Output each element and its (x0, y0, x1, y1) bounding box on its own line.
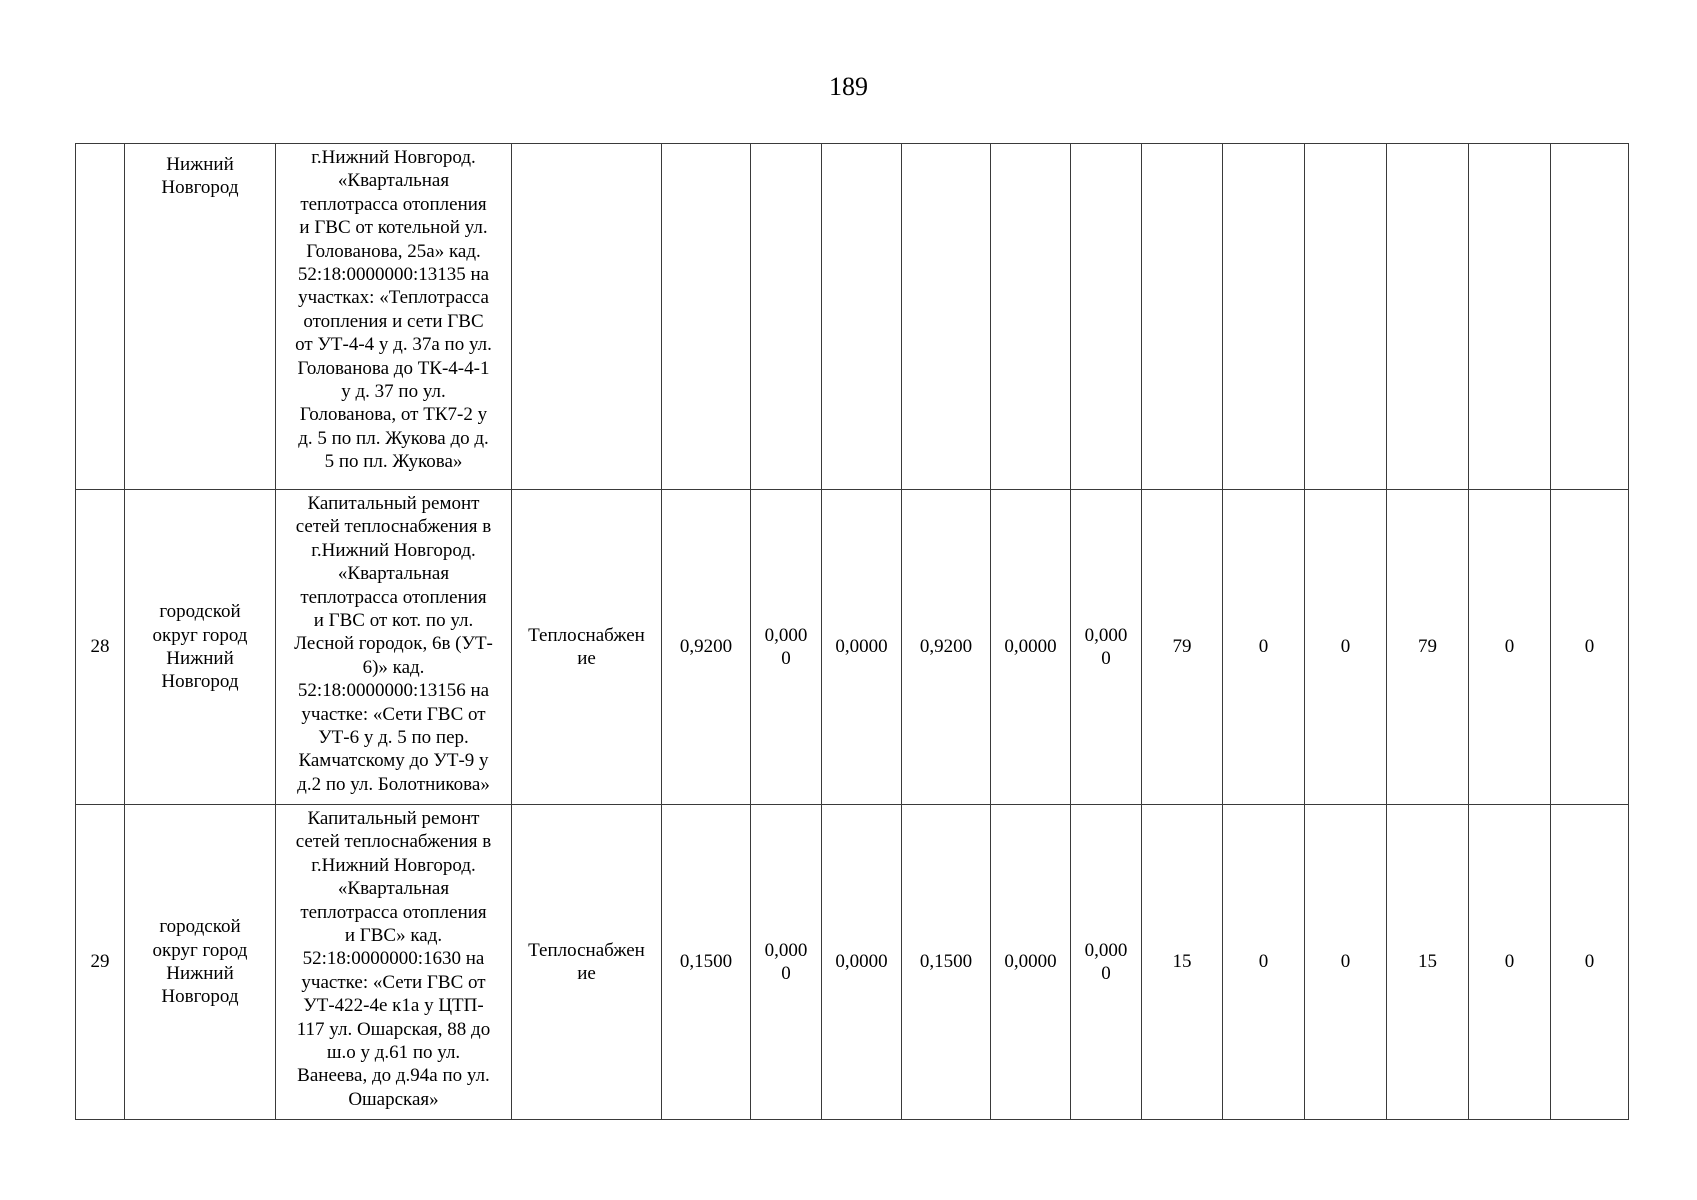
cell-text-line: Капитальный ремонт (307, 808, 480, 829)
cell-text-line: сетей теплоснабжения в (295, 516, 492, 538)
cell-text-line: теплотрасса отопления (300, 193, 487, 215)
cell-text-line: Капитальный ремонт (307, 493, 480, 514)
activity-type-cell (512, 144, 662, 490)
value-cell-3: 0,0000 (822, 805, 902, 1120)
cell-text-line: Новгород (161, 986, 239, 1008)
cell-text-line: д.2 по ул. Болотникова» (297, 773, 490, 795)
value-cell-4: 0,9200 (902, 490, 991, 805)
cell-text-line: городской (159, 601, 241, 623)
cell-text-line: теплотрасса отопления (300, 901, 487, 923)
value-cell-1 (662, 144, 751, 490)
value-cell-2 (751, 490, 822, 805)
cell-text-line: участках: «Теплотрасса (298, 287, 489, 309)
value-cell-9: 0 (1305, 805, 1387, 1120)
row-number-cell (76, 144, 125, 490)
cell-text-line: г.Нижний Новгород. (311, 854, 476, 876)
cell-text-line: ш.о у д.61 по ул. (326, 1042, 461, 1064)
cell-text-line: г.Нижний Новгород. (311, 539, 476, 561)
cell-text-line: у д. 37 по ул. (341, 381, 446, 403)
cell-text-line: УТ-6 у д. 5 по пер. (318, 727, 469, 749)
cell-text-line: отопления и сети ГВС (303, 310, 484, 332)
value-cell-12: 0 (1551, 805, 1629, 1120)
cell-text-line: Нижний (166, 154, 234, 175)
cell-text-line: Теплоснабжен (528, 939, 645, 961)
cell-text-line: 52:18:0000000:13156 на (297, 680, 490, 702)
cell-text-line: Голованова, от ТК7-2 у (299, 404, 488, 426)
page-number: 189 (829, 72, 868, 101)
value-cell-11: 0 (1469, 805, 1551, 1120)
cell-text-line: УТ-422-4е к1а у ЦТП- (303, 995, 484, 1017)
value-cell-4 (902, 144, 991, 490)
cell-text-line: от УТ-4-4 у д. 37а по ул. (295, 334, 492, 356)
value-cell-5: 0,0000 (991, 490, 1071, 805)
cell-text-line: 0,000 (1084, 624, 1128, 646)
value-cell-4: 0,1500 (902, 805, 991, 1120)
investment-program-table (75, 143, 1629, 1120)
cell-text-line: Лесной городок, 6в (УТ- (294, 633, 493, 655)
value-cell-8 (1223, 144, 1305, 490)
cell-text-line: «Квартальная (337, 563, 450, 585)
cell-text-line: Нижний (166, 963, 234, 984)
table-row (76, 805, 1629, 1120)
cell-text-line: 0 (1101, 648, 1111, 669)
municipality-cell (125, 490, 276, 805)
cell-text-line: 0 (781, 648, 791, 669)
value-cell-12 (1551, 144, 1629, 490)
cell-text-line: 117 ул. Ошарская, 88 до (296, 1018, 491, 1040)
cell-text-line: Камчатскому до УТ-9 у (298, 750, 489, 772)
cell-text-line: Теплоснабжен (528, 624, 645, 646)
value-cell-11 (1469, 144, 1551, 490)
cell-text-line: д. 5 по пл. Жукова до д. (298, 427, 489, 449)
value-cell-9 (1305, 144, 1387, 490)
cell-text-line: ие (577, 963, 596, 984)
cell-text-line: городской (159, 916, 241, 938)
cell-text-line: ие (577, 648, 596, 669)
cell-text-line: участке: «Сети ГВС от (301, 971, 486, 993)
row-number-cell: 28 (76, 490, 125, 805)
cell-text-line: г.Нижний Новгород. (311, 147, 476, 168)
cell-text-line: «Квартальная (337, 878, 450, 900)
value-cell-7: 15 (1142, 805, 1223, 1120)
value-cell-10 (1387, 144, 1469, 490)
cell-text-line: 52:18:0000000:13135 на (297, 264, 490, 286)
project-description-cell (276, 490, 512, 805)
cell-text-line: Ванеева, до д.94а по ул. (297, 1065, 490, 1087)
value-cell-12: 0 (1551, 490, 1629, 805)
cell-text-line: 5 по пл. Жукова» (324, 451, 463, 473)
value-cell-6 (1071, 805, 1142, 1120)
value-cell-8: 0 (1223, 490, 1305, 805)
cell-text-line: 6)» кад. (362, 656, 425, 678)
cell-text-line: теплотрасса отопления (300, 586, 487, 608)
cell-text-line: сетей теплоснабжения в (295, 831, 492, 853)
value-cell-10: 15 (1387, 805, 1469, 1120)
cell-text-line: Ошарская» (348, 1088, 439, 1110)
cell-text-line: округ город (152, 624, 248, 646)
value-cell-10: 79 (1387, 490, 1469, 805)
value-cell-7 (1142, 144, 1223, 490)
cell-text-line: Голованова до ТК-4-4-1 (297, 357, 490, 379)
value-cell-2 (751, 144, 822, 490)
value-cell-9: 0 (1305, 490, 1387, 805)
value-cell-1: 0,1500 (662, 805, 751, 1120)
value-cell-8: 0 (1223, 805, 1305, 1120)
cell-text-line: «Квартальная (337, 170, 450, 192)
project-description-cell (276, 805, 512, 1120)
cell-text-line: 0,000 (764, 624, 808, 646)
cell-text-line: Нижний (166, 648, 234, 669)
municipality-cell (125, 805, 276, 1120)
value-cell-5 (991, 144, 1071, 490)
municipality-cell (125, 144, 276, 490)
row-number-cell: 29 (76, 805, 125, 1120)
cell-text-line: Голованова, 25а» кад. (306, 240, 481, 262)
cell-text-line: Новгород (161, 177, 239, 199)
value-cell-3: 0,0000 (822, 490, 902, 805)
cell-text-line: 0,000 (764, 939, 808, 961)
activity-type-cell (512, 490, 662, 805)
table-row (76, 144, 1629, 490)
value-cell-1: 0,9200 (662, 490, 751, 805)
cell-text-line: и ГВС от кот. по ул. (313, 610, 474, 632)
cell-text-line: 0 (1101, 963, 1111, 984)
value-cell-6 (1071, 490, 1142, 805)
cell-text-line: округ город (152, 939, 248, 961)
cell-text-line: и ГВС» кад. (344, 925, 443, 947)
table-row (76, 490, 1629, 805)
value-cell-3 (822, 144, 902, 490)
cell-text-line: 0 (781, 963, 791, 984)
cell-text-line: 52:18:0000000:1630 на (302, 948, 485, 970)
value-cell-7: 79 (1142, 490, 1223, 805)
activity-type-cell (512, 805, 662, 1120)
value-cell-11: 0 (1469, 490, 1551, 805)
cell-text-line: участке: «Сети ГВС от (301, 703, 486, 725)
cell-text-line: Новгород (161, 671, 239, 693)
value-cell-6 (1071, 144, 1142, 490)
project-description-cell (276, 144, 512, 490)
value-cell-5: 0,0000 (991, 805, 1071, 1120)
value-cell-2 (751, 805, 822, 1120)
cell-text-line: и ГВС от котельной ул. (299, 217, 488, 239)
cell-text-line: 0,000 (1084, 939, 1128, 961)
